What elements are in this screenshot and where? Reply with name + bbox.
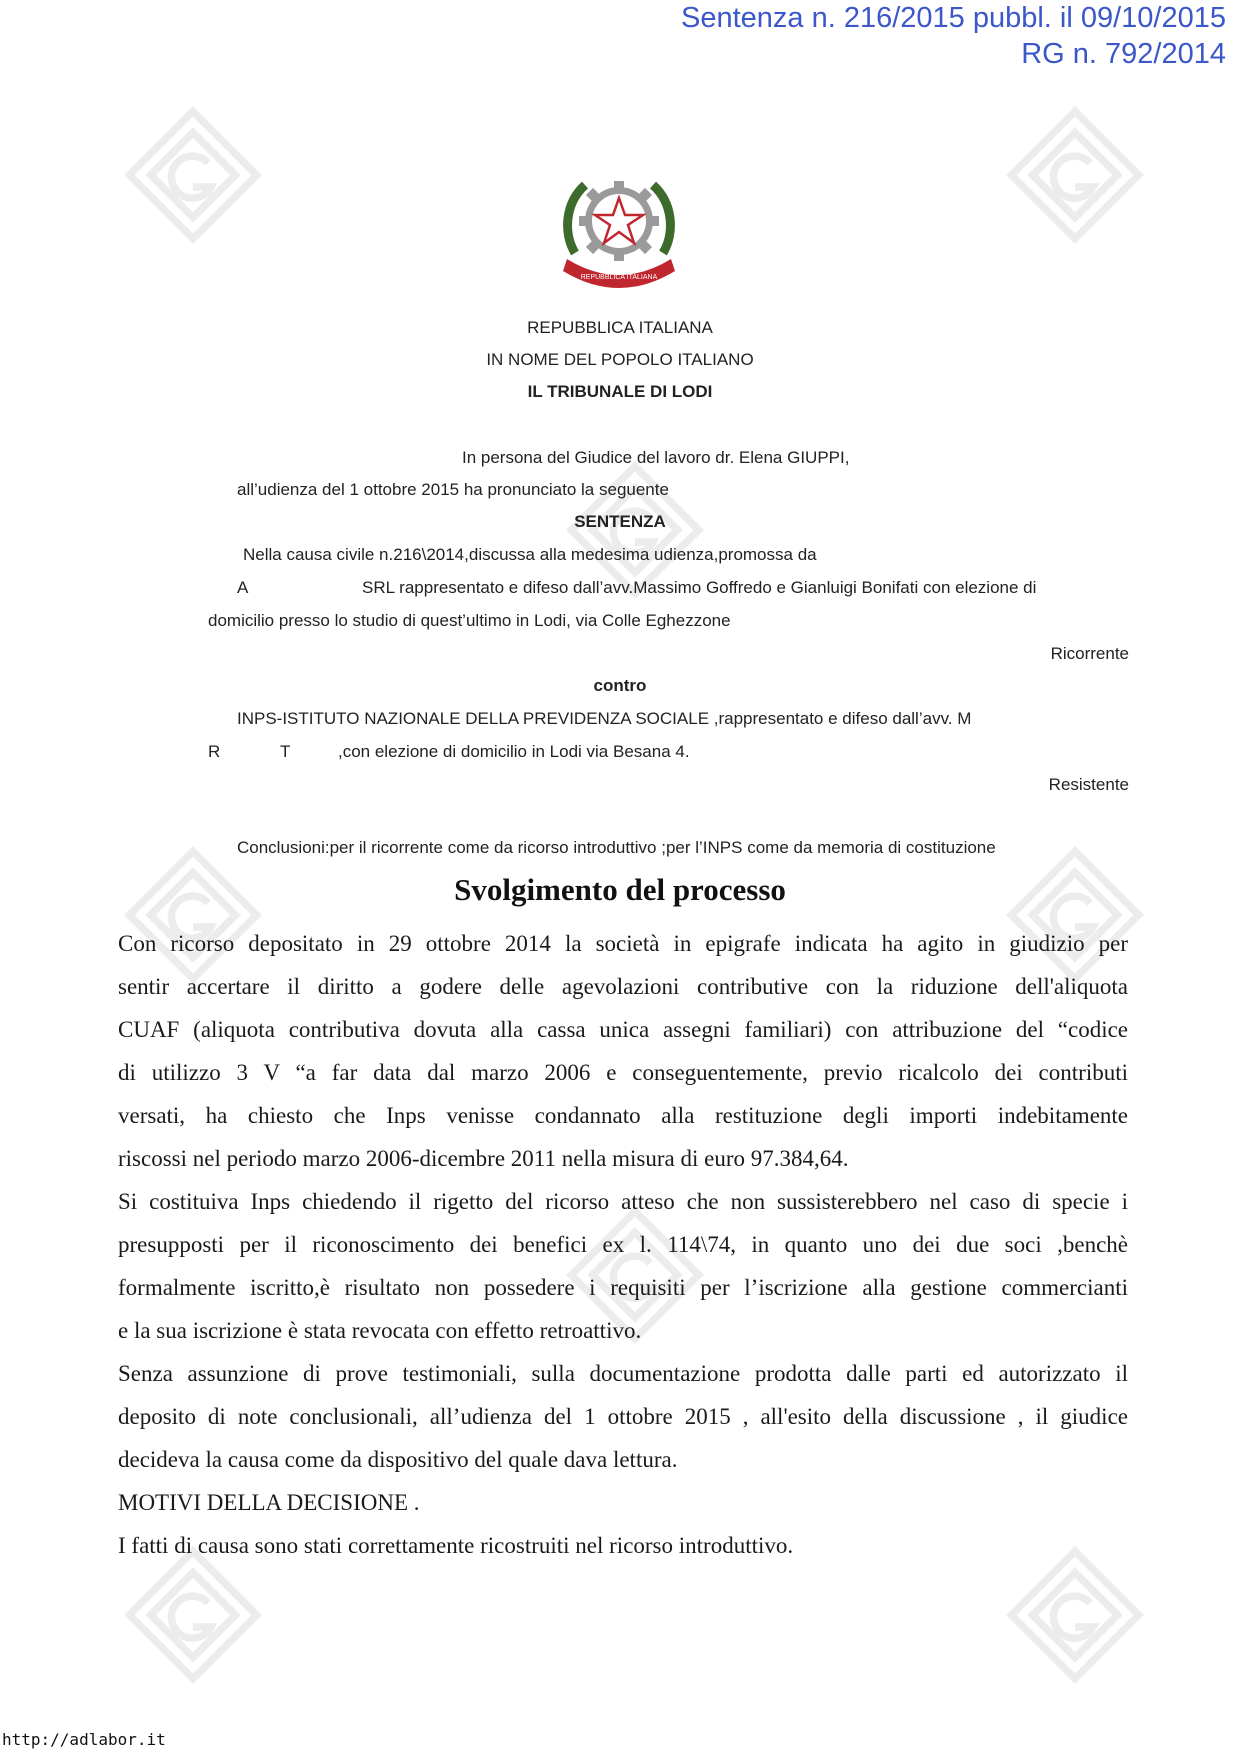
header-republic: REPUBBLICA ITALIANA [527, 318, 713, 337]
republic-emblem-icon [557, 163, 681, 293]
body-line: Con ricorso depositato in 29 ottobre 2014 la società in epigrafe indicata ha agito in giudizio per [118, 931, 1128, 956]
emblem-ribbon-text: REPUBBLICA ITALIANA [580, 274, 658, 281]
header-people: IN NOME DEL POPOLO ITALIANO [486, 350, 754, 369]
watermark-logo-icon [118, 100, 268, 250]
body-line: formalmente iscritto,è risultato non possedere i requisiti per l’iscrizione alla gestione commercianti [118, 1275, 1128, 1300]
hearing-line: all’udienza del 1 ottobre 2015 ha pronunciato la seguente [237, 480, 669, 499]
body-line: Si costituiva Inps chiedendo il rigetto del ricorso atteso che non sussisterebbero nel caso di specie i [118, 1189, 1128, 1214]
body-line: presupposti per il riconoscimento dei benefici ex l. 114\74, in quanto uno dei due soci ,benchè [118, 1232, 1128, 1257]
header-court: IL TRIBUNALE DI LODI [527, 382, 713, 401]
section-title: Svolgimento del processo [454, 872, 786, 907]
body-text [118, 922, 1128, 1567]
party-a-domicile: domicilio presso lo studio di quest’ultimo in Lodi, via Colle Eghezzone [208, 611, 731, 630]
inps-line: INPS-ISTITUTO NAZIONALE DELLA PREVIDENZA SOCIALE ,rappresentato e difeso dall’avv. M [237, 709, 972, 728]
body-line: sentir accertare il diritto a godere delle agevolazioni contributive con la riduzione dell'aliquota [118, 974, 1128, 999]
conclusioni-line: Conclusioni:per il ricorrente come da ricorso introduttivo ;per l’INPS come da memoria di costituzione [237, 838, 996, 857]
publication-stamp-line-2: RG n. 792/2014 [1021, 38, 1226, 70]
body-line: Senza assunzione di prove testimoniali, sulla documentazione prodotta dalle parti ed autorizzato il [118, 1361, 1128, 1386]
body-line: riscossi nel periodo marzo 2006-dicembre 2011 nella misura di euro 97.384,64. [118, 1146, 849, 1171]
sentenza-heading: SENTENZA [574, 512, 666, 531]
body-line: decideva la causa come da dispositivo del quale dava lettura. [118, 1447, 678, 1472]
contro-label: contro [593, 676, 647, 695]
motivi-heading: MOTIVI DELLA DECISIONE . [118, 1490, 420, 1515]
body-line: CUAF (aliquota contributiva dovuta alla cassa unica assegni familiari) con attribuzione del “codice [118, 1017, 1128, 1042]
publication-stamp-line-1: Sentenza n. 216/2015 pubbl. il 09/10/2015 [680, 2, 1226, 34]
judge-line: In persona del Giudice del lavoro dr. Elena GIUPPI, [462, 448, 850, 467]
footer-url-link[interactable]: http://adlabor.it [2, 1730, 166, 1749]
party-a-line: SRL rappresentato e difeso dall’avv.Massimo Goffredo e Gianluigi Bonifati con elezione di [362, 578, 1037, 597]
body-line: I fatti di causa sono stati correttamente ricostruiti nel ricorso introduttivo. [118, 1533, 794, 1558]
inps-counsel-t: T [280, 742, 291, 761]
party-a-initial: A [237, 578, 249, 597]
watermark-logo-icon [1000, 100, 1150, 250]
causa-line: Nella causa civile n.216\2014,discussa alla medesima udienza,promossa da [243, 545, 817, 564]
ricorrente-label: Ricorrente [1050, 644, 1129, 663]
body-line: di utilizzo 3 V “a far data dal marzo 2006 e conseguentemente, previo ricalcolo dei contributi [118, 1060, 1128, 1085]
body-line: deposito di note conclusionali, all’udienza del 1 ottobre 2015 , all'esito della discussione , il giudice [118, 1404, 1128, 1429]
inps-domicile: ,con elezione di domicilio in Lodi via Besana 4. [338, 742, 690, 761]
resistente-label: Resistente [1048, 775, 1129, 794]
inps-counsel-r: R [208, 742, 221, 761]
body-line: e la sua iscrizione è stata revocata con effetto retroattivo. [118, 1318, 642, 1343]
body-line: versati, ha chiesto che Inps venisse condannato alla restituzione degli importi indebitamente [118, 1103, 1128, 1128]
